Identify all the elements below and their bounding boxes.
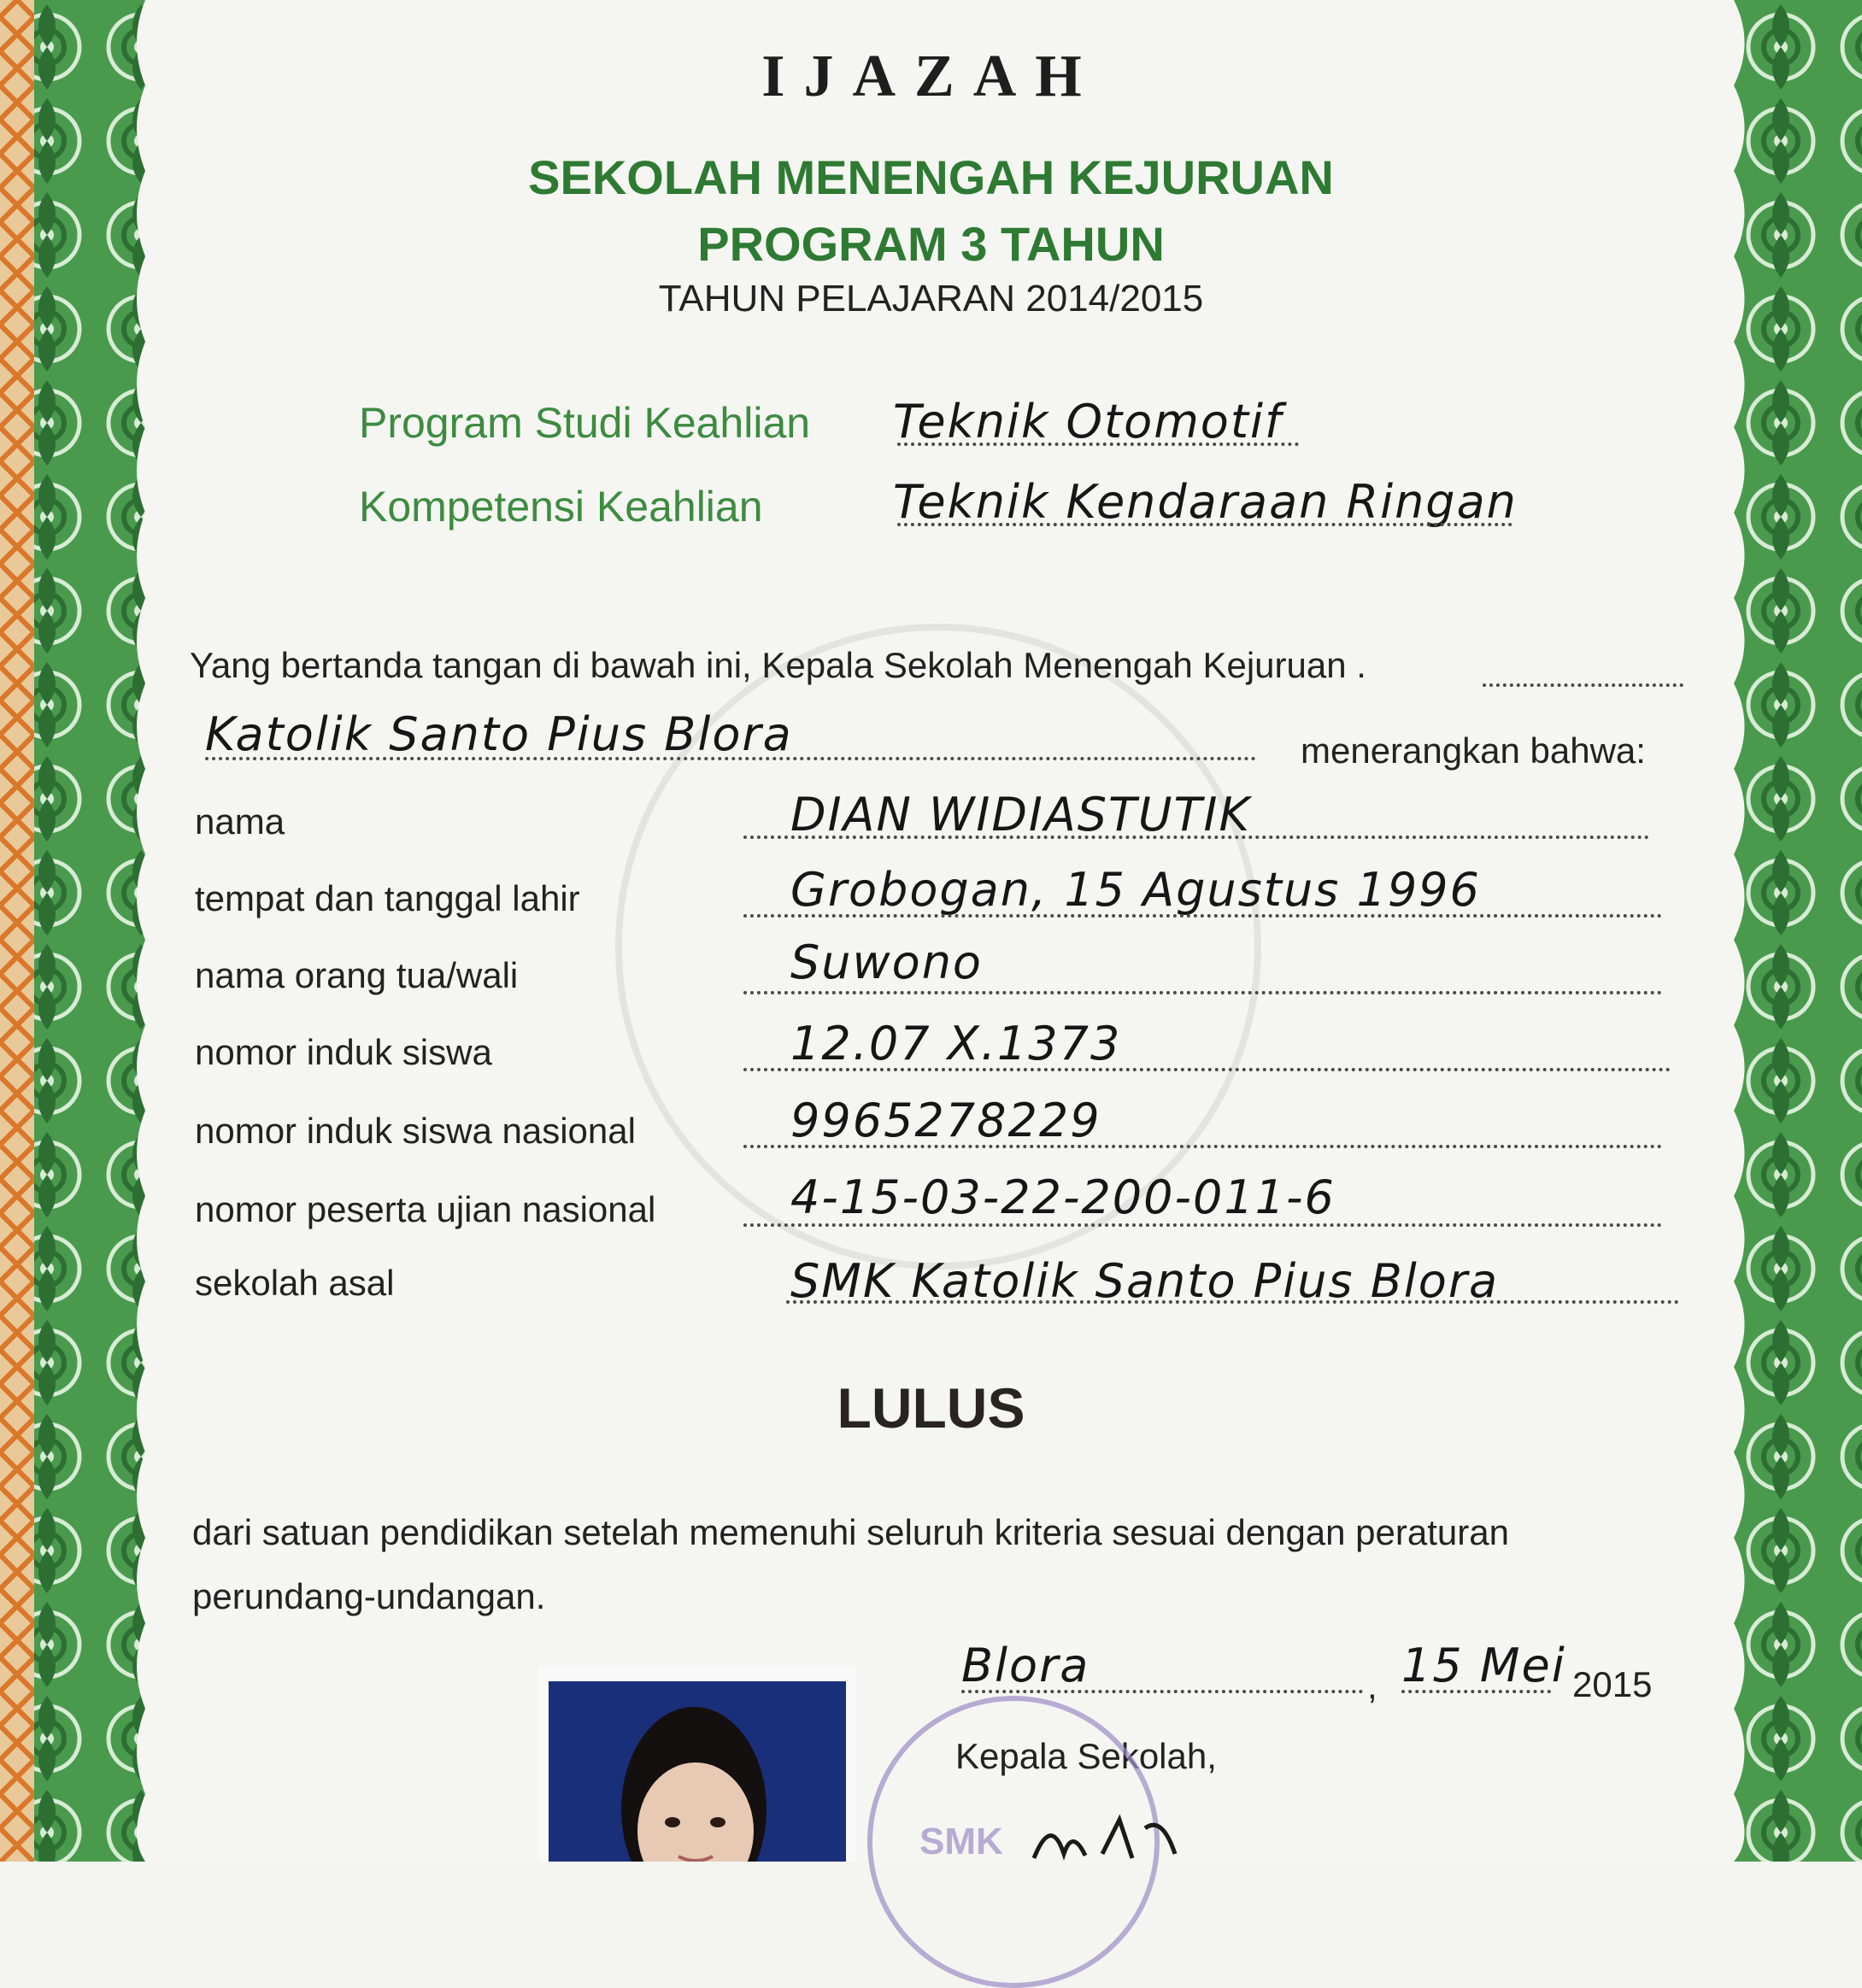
stamp-text: SMK — [919, 1821, 1003, 1862]
study-program-dotline — [897, 443, 1299, 446]
field-dotline-exam-number — [743, 1223, 1662, 1227]
competence-dotline — [897, 523, 1513, 526]
closing-line-2: perundang-undangan. — [192, 1576, 546, 1616]
intro-tail: menerangkan bahwa: — [1301, 730, 1646, 771]
day-month-dotline — [1401, 1690, 1551, 1693]
school-type-heading: SEKOLAH MENENGAH KEJURUAN — [528, 150, 1334, 204]
field-dotline-student-number — [743, 1068, 1671, 1071]
field-value-origin-school: SMK Katolik Santo Pius Blora — [790, 1254, 1500, 1308]
study-program-label: Program Studi Keahlian — [359, 399, 811, 447]
student-portrait-illustration — [549, 1681, 846, 1862]
graduation-result: LULUS — [837, 1376, 1025, 1440]
field-dotline-birth — [743, 914, 1662, 918]
field-value-parent: Suwono — [790, 935, 983, 989]
academic-year: TAHUN PELAJARAN 2014/2015 — [658, 278, 1204, 320]
closing-line-1: dari satuan pendidikan setelah memenuhi seluruh kriteria sesuai dengan peraturan — [192, 1512, 1509, 1552]
field-label-name: nama — [195, 801, 285, 842]
day-month-value: 15 Mei — [1401, 1639, 1566, 1692]
place-date-separator: , — [1367, 1666, 1377, 1706]
study-program-value: Teknik Otomotif — [893, 395, 1283, 449]
field-dotline-national-student-number — [743, 1145, 1662, 1148]
field-value-national-student-number: 9965278229 — [790, 1094, 1101, 1147]
intro-text: Yang bertanda tangan di bawah ini, Kepala Sekolah Menengah Kejuruan . — [190, 645, 1366, 685]
field-label-parent: nama orang tua/wali — [195, 955, 519, 995]
field-label-birth: tempat dan tanggal lahir — [195, 878, 580, 918]
intro-dotline — [1483, 683, 1683, 687]
field-dotline-origin-school — [786, 1300, 1679, 1304]
place-dotline — [961, 1690, 1363, 1693]
program-duration-heading: PROGRAM 3 TAHUN — [697, 217, 1165, 271]
field-value-exam-number: 4-15-03-22-200-011-6 — [790, 1170, 1336, 1224]
student-photo — [538, 1666, 856, 1862]
field-dotline-name — [743, 836, 1649, 839]
field-value-name: DIAN WIDIASTUTIK — [790, 788, 1251, 842]
field-dotline-parent — [743, 991, 1662, 994]
principal-signature — [1025, 1811, 1196, 1862]
field-label-exam-number: nomor peserta ujian nasional — [195, 1189, 656, 1229]
competence-value: Teknik Kendaraan Ringan — [893, 475, 1518, 529]
field-label-national-student-number: nomor induk siswa nasional — [195, 1111, 636, 1151]
field-label-student-number: nomor induk siswa — [195, 1032, 492, 1072]
place-value: Blora — [961, 1639, 1090, 1692]
field-label-origin-school: sekolah asal — [195, 1263, 395, 1303]
field-value-birth: Grobogan, 15 Agustus 1996 — [790, 863, 1481, 917]
certificate-title: IJAZAH — [761, 44, 1101, 109]
field-value-student-number: 12.07 X.1373 — [790, 1017, 1122, 1070]
competence-label: Kompetensi Keahlian — [359, 483, 763, 531]
year-value: 2015 — [1572, 1664, 1653, 1704]
school-name-dotline — [205, 757, 1256, 760]
school-name-value: Katolik Santo Pius Blora — [205, 707, 793, 761]
signer-title: Kepala Sekolah, — [955, 1736, 1217, 1776]
